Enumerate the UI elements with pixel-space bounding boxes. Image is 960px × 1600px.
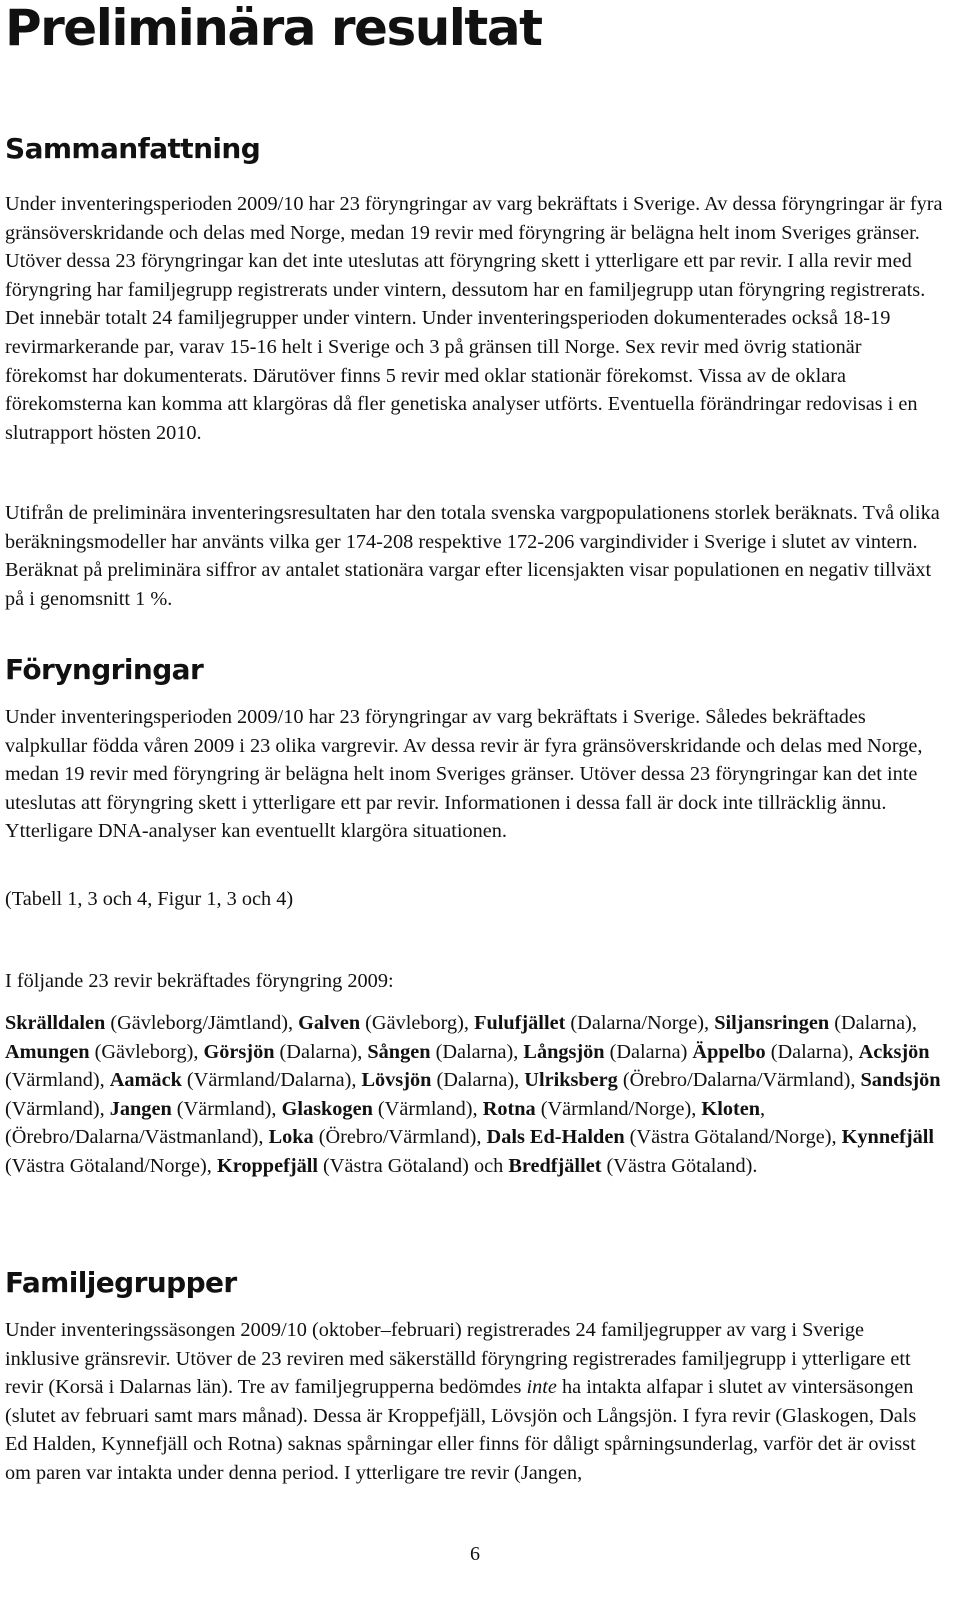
revir-name: Siljansringen [714,1012,830,1034]
revir-name: Bredfjället [508,1154,602,1177]
revir-name: Görsjön [203,1040,275,1063]
revir-region: (Dalarna), [430,1040,524,1063]
revir-region: (Dalarna/Norge), [565,1012,715,1034]
revir-name: Kynnefjäll [841,1126,935,1149]
heading-familjegrupper: Familjegrupper [5,1266,237,1299]
revir-name: Glaskogen [281,1097,373,1120]
revir-name: Galven [298,1012,361,1034]
familjegrupper-text-after: ha intakta alfapar i slutet av vintersäsongen (slutet av februari samt mars månad). Dessa är Kroppefjäll, Lövsjön och Långsjön. I fyra revir (Glaskogen, Dals Ed Halden, Kynnefjäll och Rotna) saknas spårningar eller finns för dåligt spårningsunderlag, varför det är ovisst om paren var intakta under denna period. I ytterligare tre revir (Jangen, [5,1376,917,1484]
revir-name: Sandsjön [860,1069,941,1092]
foryngringar-reference: (Tabell 1, 3 och 4, Figur 1, 3 och 4) [5,888,294,910]
revir-name: Rotna [482,1097,536,1120]
revir-region: (Dalarna), [829,1012,918,1034]
revir-name: Äppelbo [692,1040,766,1063]
page-title: Preliminära resultat [5,0,542,57]
revir-name: Dals Ed-Halden [486,1126,625,1149]
revir-name: Kloten [701,1097,761,1120]
revir-region: (Gävleborg/Jämtland), [105,1012,299,1034]
page-number: 6 [470,1543,480,1565]
revir-name: Loka [268,1126,314,1149]
familjegrupper-paragraph-1 [5,1316,943,1488]
revir-region: (Örebro/Värmland), [313,1126,487,1149]
summary-paragraph-2: Utifrån de preliminära inventeringsresultaten har den totala svenska vargpopulationens storlek beräknats. Två olika beräkningsmodeller har använts vilka ger 174-208 respektive 172-206 vargindivider i Sverige i slutet av vintern. Beräknat på preliminära siffror av antalet stationära vargar efter licensjakten visar populationen en negativ tillväxt på i genomsnitt 1 %. [5,502,940,610]
revir-region: (Örebro/Dalarna/Värmland), [617,1069,861,1092]
revir-name: Kroppefjäll [216,1154,318,1177]
revir-region: (Värmland/Norge), [535,1097,702,1120]
revir-region: (Gävleborg), [89,1040,204,1063]
foryngringar-paragraph-1: Under inventeringsperioden 2009/10 har 23 föryngringar av varg bekräftats i Sverige. Således bekräftades valpkullar födda våren 2009 i 23 olika vargrevir. Av dessa revir är fyra gränsöverskridande och delas med Norge, medan 19 revir med föryngring är belägna helt inom Sveriges gränser. Utöver dessa 23 föryngringar kan det inte uteslutas att föryngring skett i ytterligare ett par revir. Informationen i dessa fall är dock inte tillräcklig ännu. Ytterligare DNA-analyser kan eventuellt klargöra situationen. [5,706,923,843]
revir-region: (Värmland), [372,1097,483,1120]
familjegrupper-text-before: Under inventeringssäsongen 2009/10 (oktober–februari) registrerades 24 familjegrupper av varg i Sverige inklusive gränsrevir. Utöver de 23 reviren med säkerställd föryngring registrerades familjegrupp i ytterligare ett revir (Korsä i Dalarnas län). Tre av familjegrupperna bedömdes [5,1319,911,1399]
revir-region: (Västra Götaland/Norge), [624,1126,842,1149]
heading-sammanfattning: Sammanfattning [5,132,261,165]
revir-region: (Västra Götaland). [601,1154,758,1177]
revir-name: Långsjön [523,1040,605,1063]
revir-region: (Västra Götaland) och [317,1154,509,1177]
revir-region: (Värmland), [171,1097,282,1120]
revir-name: Acksjön [858,1040,930,1063]
revir-intro: I följande 23 revir bekräftades föryngring 2009: [5,970,394,992]
revir-region: (Västra Götaland/Norge), [5,1154,217,1177]
revir-name: Ulriksberg [524,1069,618,1092]
revir-list [5,1009,943,1181]
revir-name: Fulufjället [474,1012,566,1034]
revir-name: Jangen [109,1097,172,1120]
revir-region: (Värmland), [5,1069,110,1092]
revir-region: (Värmland/Dalarna), [181,1069,362,1092]
revir-region: (Dalarna), [431,1069,525,1092]
heading-foryngringar: Föryngringar [5,653,204,686]
revir-name: Aamäck [109,1069,182,1092]
revir-region: , (Örebro/Dalarna/Västmanland), [5,1097,766,1149]
revir-region: (Värmland), [5,1097,110,1120]
revir-name: Lövsjön [361,1069,432,1092]
revir-region: (Dalarna) [604,1040,693,1063]
revir-name: Amungen [5,1040,90,1063]
revir-region: (Gävleborg), [360,1012,475,1034]
revir-region: (Dalarna), [765,1040,859,1063]
revir-name: Sången [367,1040,431,1063]
revir-name: Skrälldalen [5,1012,106,1034]
revir-region: (Dalarna), [274,1040,368,1063]
summary-paragraph-1: Under inventeringsperioden 2009/10 har 23 föryngringar av varg bekräftats i Sverige. Av dessa föryngringar är fyra gränsöverskridande och delas med Norge, medan 19 revir med föryngring är belägna helt inom Sveriges gränser. Utöver dessa 23 föryngringar kan det inte uteslutas att föryngring skett i ytterligare ett par revir. I alla revir med föryngring har familjegrupp registrerats under vintern, dessutom har en familjegrupp utan föryngring registrerats. Det innebär totalt 24 familjegrupper under vintern. Under inventeringsperioden dokumenterades också 18-19 revirmarkerande par, varav 15-16 helt i Sverige och 3 på gränsen till Norge. Sex revir med övrig stationär förekomst har dokumenterats. Därutöver finns 5 revir med oklar stationär förekomst. Vissa av de oklara förekomsterna kan komma att klargöras då fler genetiska analyser utförts. Eventuella förändringar redovisas i en slutrapport hösten 2010. [5,193,943,444]
familjegrupper-emphasis: inte [526,1376,557,1399]
